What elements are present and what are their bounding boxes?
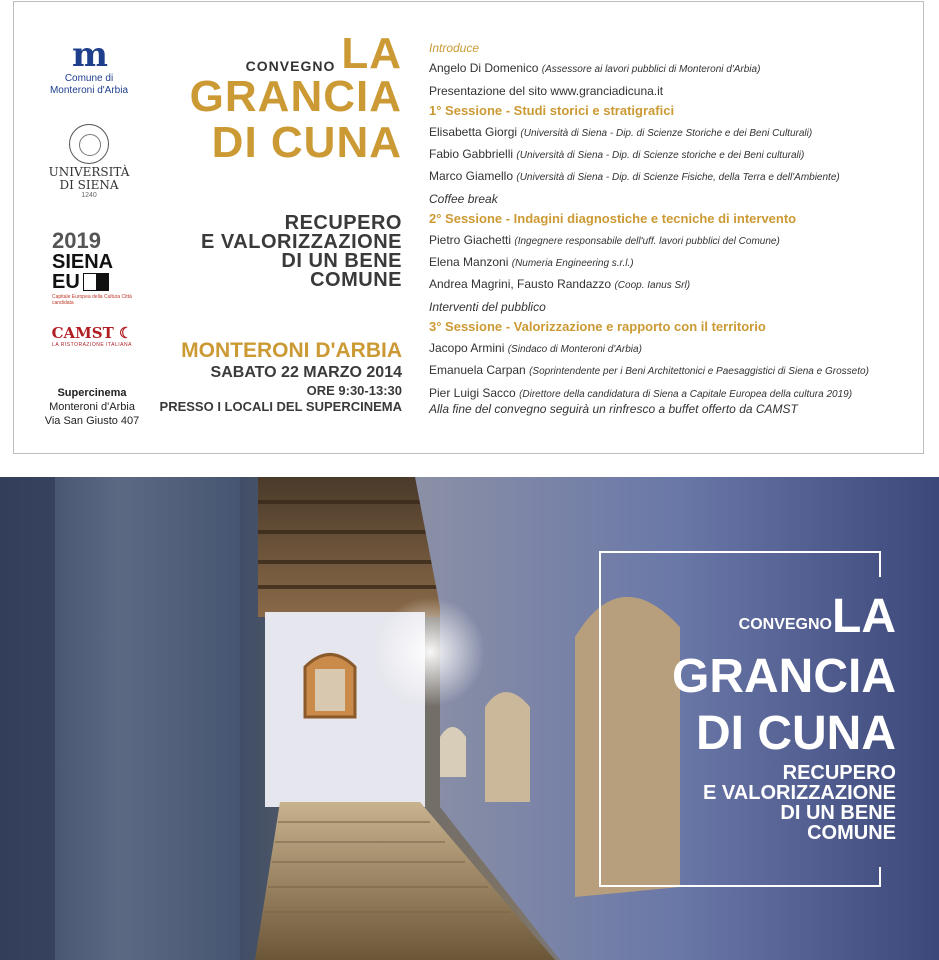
- session-title: 1° Sessione - Studi storici e stratigrafici: [429, 103, 675, 119]
- comune-monteroni-logo: [44, 37, 134, 97]
- sunlight-glare: [375, 597, 485, 707]
- arch-window: [440, 727, 466, 777]
- camst-name-text: CAMST: [51, 324, 114, 342]
- speaker-affiliation: (Numeria Engineering s.r.l.): [511, 258, 634, 270]
- subtitle-line: DI UN BENE: [281, 250, 402, 272]
- eu-flag-icon: [83, 273, 109, 291]
- unisi-name-2: DI SIENA: [59, 178, 119, 192]
- program-break: [429, 189, 924, 209]
- camst-tagline: LA RISTORAZIONE ITALIANA: [52, 342, 132, 348]
- program-break: [429, 297, 924, 317]
- venue-address: [42, 386, 142, 428]
- speaker-affiliation: (Coop. Ianus Srl): [614, 280, 691, 292]
- program-text: Presentazione del sito www.granciadicuna.it: [429, 83, 664, 98]
- subtitle-line: E VALORIZZAZIONE: [201, 231, 402, 253]
- break-label: Interventi del pubblico: [429, 299, 546, 314]
- overlay-di-cuna: DI CUNA: [696, 707, 896, 760]
- siena-2019-year: 2019: [52, 228, 101, 253]
- venue-name: Supercinema: [57, 387, 127, 399]
- program-list: [429, 38, 924, 405]
- speaker-name: Elisabetta Giorgi: [429, 124, 518, 139]
- session-title: 3° Sessione - Valorizzazione e rapporto con il territorio: [429, 319, 766, 335]
- speaker-name: Fabio Gabbrielli: [429, 147, 514, 162]
- unisi-name-1: UNIVERSITÀ: [48, 165, 130, 179]
- introduce-label: Introduce: [429, 41, 480, 55]
- title-di-cuna: DI CUNA: [211, 118, 402, 167]
- event-location: PRESSO I LOCALI DEL SUPERCINEMA: [159, 399, 402, 414]
- arch-window: [485, 692, 530, 802]
- event-subtitle: [142, 214, 402, 290]
- program-speaker: [429, 274, 924, 296]
- cloister-photo: [0, 477, 939, 960]
- speaker-name: Emanuela Carpan: [429, 363, 526, 378]
- speaker-affiliation: (Sindaco di Monteroni d'Arbia): [507, 343, 642, 355]
- subtitle-line: RECUPERO: [284, 212, 402, 234]
- program-speaker: [429, 360, 924, 382]
- shrine-painting: [315, 669, 345, 711]
- program-speaker: [429, 144, 924, 166]
- venue-city: Monteroni d'Arbia: [49, 401, 135, 413]
- speaker-name: Marco Giamello: [429, 169, 514, 184]
- title-la: LA: [341, 29, 402, 78]
- subtitle-line: COMUNE: [310, 269, 402, 291]
- program-item: [429, 81, 924, 101]
- invitation-card: [13, 1, 924, 454]
- convegno-label: CONVEGNO: [245, 58, 336, 74]
- speaker-affiliation: (Ingegnere responsabile dell'uff. lavori pubblici del Comune): [514, 235, 780, 247]
- break-label: Coffee break: [429, 191, 498, 206]
- arch-window: [575, 597, 680, 897]
- cloister-illustration: [0, 477, 939, 960]
- program-speaker: [429, 122, 924, 144]
- overlay-subtitle-line: COMUNE: [807, 822, 896, 844]
- program-speaker: [429, 338, 924, 360]
- speaker-name: Elena Manzoni: [429, 255, 509, 270]
- program-speaker: [429, 58, 924, 80]
- program-label: [429, 38, 924, 58]
- program-session-heading: [429, 317, 924, 337]
- title-lines: [142, 74, 402, 166]
- camst-name: [47, 324, 137, 342]
- speaker-affiliation: (Direttore della candidatura di Siena a Capitale Europea della cultura 2019): [519, 388, 853, 400]
- siena-2019-eu-text: EU: [52, 271, 80, 293]
- left-edge-shadow: [0, 477, 55, 960]
- program-session-heading: [429, 209, 924, 229]
- speaker-name: Angelo Di Domenico: [429, 61, 539, 76]
- overlay-subtitle-line: E VALORIZZAZIONE: [703, 782, 896, 804]
- program-speaker: [429, 166, 924, 188]
- camst-logo: [47, 324, 137, 348]
- siena-2019-city: SIENA: [52, 251, 114, 273]
- speaker-name: Pietro Giachetti: [429, 232, 512, 247]
- overlay-subtitle-line: DI UN BENE: [780, 802, 896, 824]
- universita-siena-logo: [44, 124, 134, 199]
- venue-street: Via San Giusto 407: [44, 415, 140, 427]
- speaker-affiliation: (Soprintendente per i Beni Architettonici e Paesaggistici di Siena e Grosseto): [529, 366, 869, 378]
- program-speaker: [429, 252, 924, 274]
- overlay-subtitle-line: RECUPERO: [782, 762, 896, 784]
- closing-note: Alla fine del convegno seguirà un rinfresco a buffet offerto da CAMST: [429, 402, 798, 416]
- event-date: SABATO 22 MARZO 2014: [210, 364, 402, 381]
- overlay-grancia: GRANCIA: [672, 650, 896, 703]
- speaker-affiliation: (Università di Siena - Dip. di Scienze Fisiche, della Terra e dell'Ambiente): [516, 172, 840, 184]
- overlay-la: LA: [832, 590, 896, 643]
- university-seal-icon: [69, 124, 109, 164]
- event-details: [142, 339, 402, 415]
- speaker-name: Jacopo Armini: [429, 340, 505, 355]
- speaker-affiliation: (Assessore ai lavori pubblici di Monteroni d'Arbia): [541, 64, 761, 76]
- event-title: [142, 29, 402, 167]
- siena-2019-tagline: Capitale Europea della Cultura Città candidata: [52, 294, 132, 306]
- speaker-affiliation: (Università di Siena - Dip. di Scienze Storiche e dei Beni Culturali): [520, 127, 813, 139]
- overlay-convegno: CONVEGNO: [738, 616, 832, 633]
- unisi-year: 1240: [81, 192, 97, 199]
- speaker-affiliation: (Università di Siena - Dip. di Scienze storiche e dei Beni culturali): [516, 150, 805, 162]
- camst-swoosh-icon: ☾: [118, 324, 133, 342]
- session-title: 2° Sessione - Indagini diagnostiche e tecniche di intervento: [429, 211, 797, 227]
- title-grancia: GRANCIA: [189, 72, 402, 121]
- speaker-name: Pier Luigi Sacco: [429, 385, 516, 400]
- speaker-name: Andrea Magrini, Fausto Randazzo: [429, 277, 612, 292]
- event-place: MONTERONI D'ARBIA: [181, 339, 402, 362]
- event-time: ORE 9:30-13:30: [306, 383, 402, 398]
- siena-2019-logo: [52, 230, 132, 306]
- program-session-heading: [429, 101, 924, 121]
- monteroni-caption-2: Monteroni d'Arbia: [49, 85, 129, 96]
- monteroni-caption-1: Comune di: [64, 73, 114, 84]
- siena-2019-eu: [52, 272, 132, 292]
- title-row-1: [142, 29, 402, 78]
- monteroni-mark: m: [72, 35, 106, 75]
- program-speaker: [429, 230, 924, 252]
